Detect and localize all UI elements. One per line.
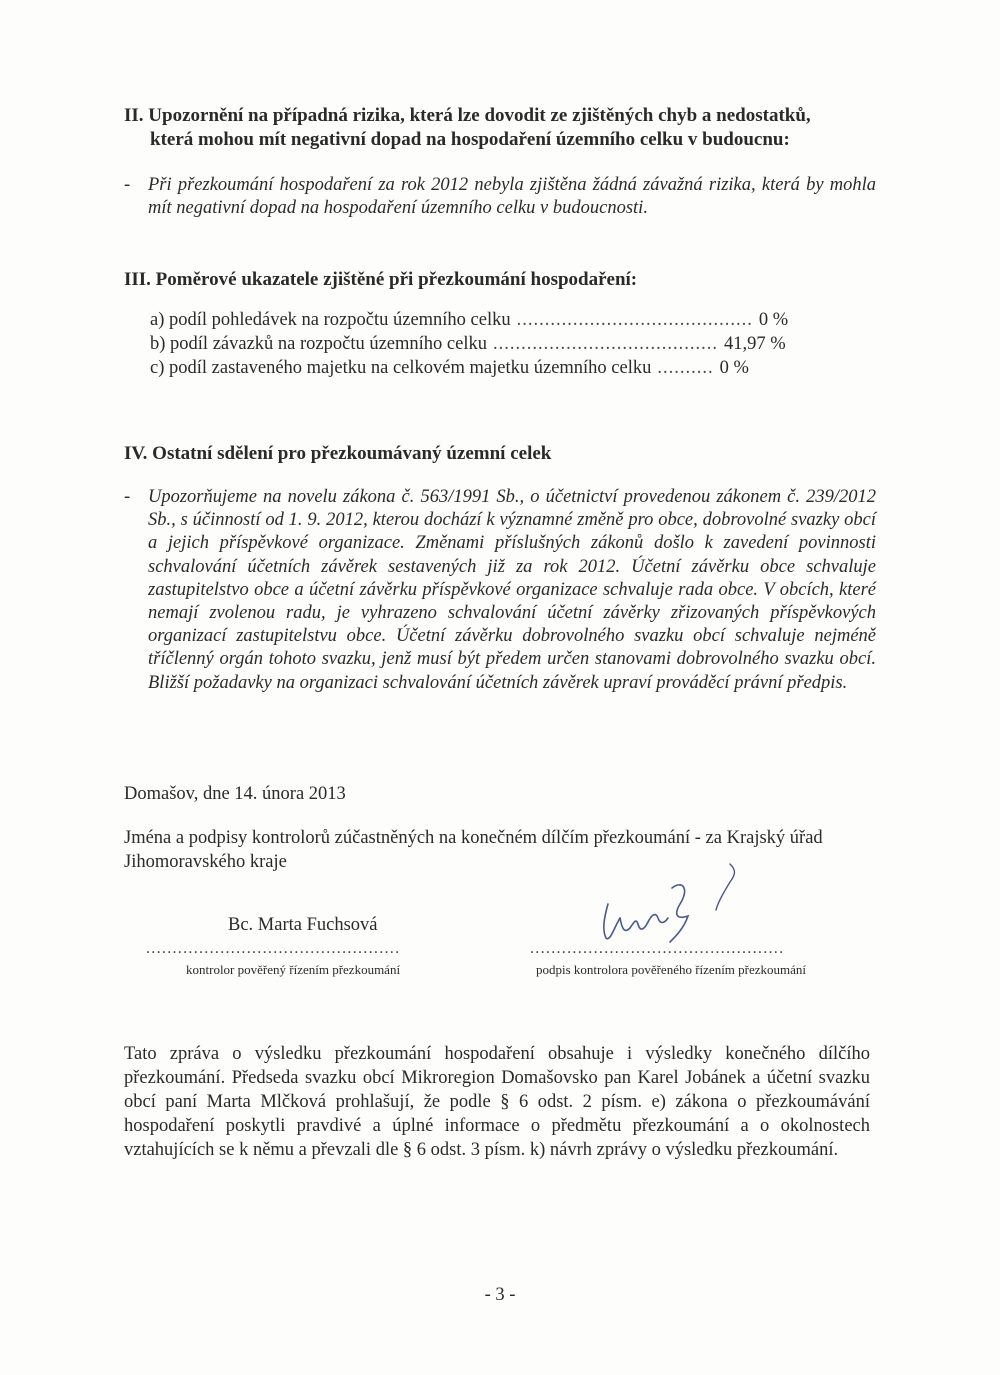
- bullet-dash: -: [124, 175, 131, 195]
- left-signatory-name: Bc. Marta Fuchsová: [228, 915, 378, 935]
- page-number: - 3 -: [484, 1285, 516, 1305]
- ratio-item-c: [150, 356, 749, 380]
- section-4-bullet-text: Upozorňujeme na novelu zákona č. 563/1991 Sb., o účetnictví provedenou zákonem č. 239/2012 Sb., s účinností od 1. 9. 2012, kterou dochází k významné změně pro obce, dobrovolné svazky obcí a jejich příspěvkové organizace. Změnami příslušných zákonů došlo k zavedení povinnosti schvalování účetních závěrek sestavených již za rok 2012. Účetní závěrku obce schvaluje zastupitelstvo obce a účetní závěrku příspěvkové organizace schvaluje rada obce. V obcích, které nemají zvolenou radu, je vyhrazeno schvalování účetní závěrky zřizovaných příspěvkových organizací zastupitelstvu obce. Účetní závěrku dobrovolného svazku obcí schvaluje nejméně tříčlenný orgán tohoto svazku, jenž musí být předem určen stanovami dobrovolného svazku obcí. Bližší požadavky na organizaci schvalování účetních závěrek upraví prováděcí právní předpis.: [148, 487, 876, 693]
- section-2-title-line1: Upozornění na případná rizika, která lze dovodit ze zjištěných chyb a nedostatků,: [148, 105, 811, 126]
- ratio-value: 0 %: [719, 358, 749, 378]
- ratio-value: 0 %: [758, 310, 789, 330]
- ratio-value: 41,97 %: [723, 334, 786, 354]
- ratio-item-a: [150, 308, 788, 332]
- final-paragraph: Tato zpráva o výsledku přezkoumání hospodaření obsahuje i výsledky konečného dílčího přezkoumání. Předseda svazku obcí Mikroregion Domašovsko pan Karel Jobánek a účetní svazku obcí paní Marta Mlčková prohlašují, že podle § 6 odst. 2 písm. e) zákona o přezkoumávání hospodaření poskytli pravdivé a úplné informace o předmětu přezkoumání a o okolnostech vztahujících se k němu a převzali dle § 6 odst. 3 písm. k) návrh zprávy o výsledku přezkoumání.: [124, 1044, 870, 1160]
- section-2-bullet: [124, 174, 876, 220]
- ratio-label: c) podíl zastaveného majetku na celkovém majetku územního celku: [150, 358, 652, 378]
- ratio-label: a) podíl pohledávek na rozpočtu územního celku: [150, 310, 511, 330]
- ratio-dots: ........................................: [492, 334, 718, 354]
- left-signature-caption: kontrolor pověřený řízením přezkoumání: [186, 962, 401, 977]
- section-2-title-line2: která mohou mít negativní dopad na hospodaření územního celku v budoucnu:: [150, 129, 790, 150]
- ratio-item-b: [150, 332, 786, 356]
- ratio-dots: ..........: [657, 358, 714, 378]
- section-4-bullet: [124, 486, 876, 695]
- right-signature-line: ................................................: [530, 940, 785, 957]
- place-date: Domašov, dne 14. února 2013: [124, 784, 346, 804]
- right-signature-caption: podpis kontrolora pověřeného řízením přezkoumání: [536, 962, 807, 977]
- left-signature-line: ................................................: [146, 940, 401, 957]
- section-2-number: II.: [124, 105, 144, 126]
- ratio-label: b) podíl závazků na rozpočtu územního celku: [150, 334, 487, 354]
- section-4-heading: IV. Ostatní sdělení pro přezkoumávaný územní celek: [124, 443, 552, 464]
- handwritten-signature-icon: [580, 858, 780, 948]
- signatures-intro: Jména a podpisy kontrolorů zúčastněných na konečném dílčím přezkoumání - za Krajský úřad Jihomoravského kraje: [124, 828, 823, 872]
- section-3-heading: III. Poměrové ukazatele zjištěné při přezkoumání hospodaření:: [124, 269, 638, 290]
- bullet-dash: -: [124, 487, 131, 507]
- section-2-bullet-text: Při přezkoumání hospodaření za rok 2012 nebyla zjištěna žádná závažná rizika, která by mohla mít negativní dopad na hospodaření územního celku v budoucnosti.: [148, 175, 876, 219]
- ratio-dots: ..........................................: [516, 310, 753, 330]
- section-2-heading: [124, 104, 884, 152]
